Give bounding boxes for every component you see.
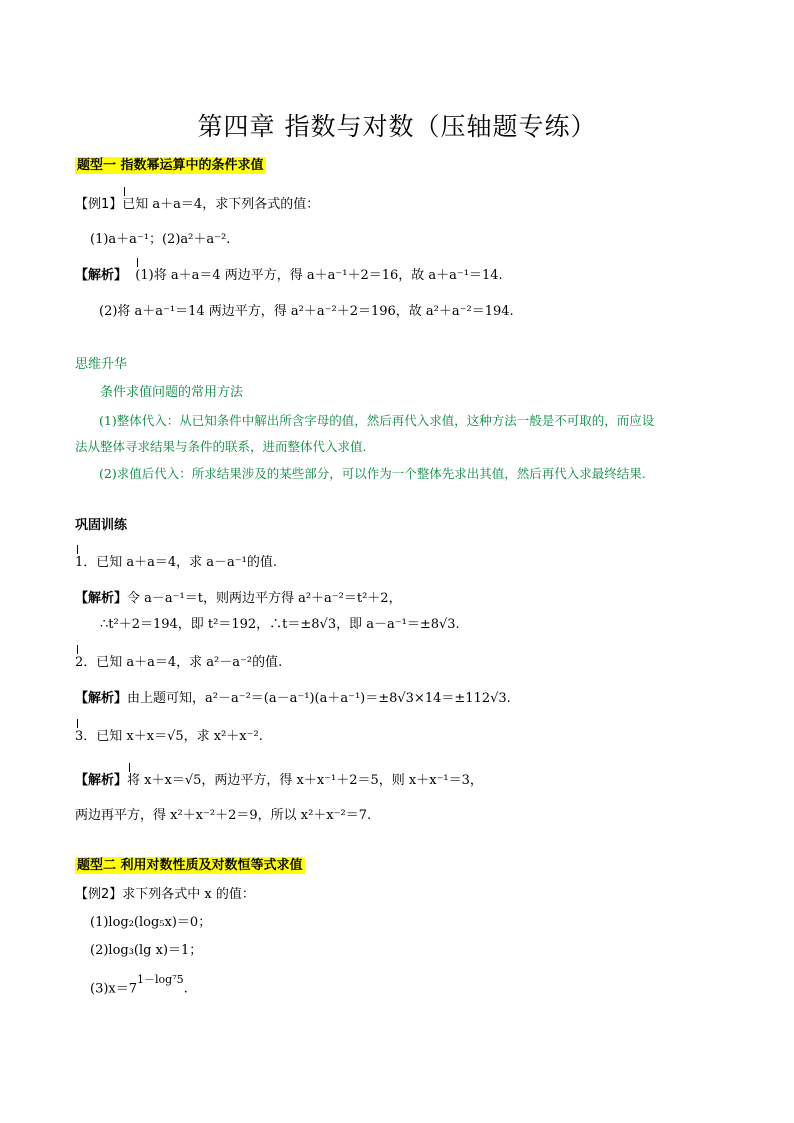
practice-question-2: 2．已知 a＋a＝4，求 a²－a⁻²的值.	[75, 655, 283, 670]
practice-answer-3-line-1: 【解析】将 x＋x＝√5，两边平方，得 x＋x⁻¹＋2＝5，则 x＋x⁻¹＝3，	[75, 773, 483, 788]
example-1-solution-2: (2)将 a＋a⁻¹＝14 两边平方，得 a²＋a⁻²＋2＝196，故 a²＋a⁻²＝194.	[99, 304, 514, 319]
insight-paragraph-2: (2)求值后代入：所求结果涉及的某些部分，可以作为一个整体先求出其值，然后再代入求最终结果.	[99, 466, 646, 481]
practice-answer-2: 【解析】由上题可知，a²－a⁻²＝(a－a⁻¹)(a＋a⁻¹)＝±8√3×14＝±112√3.	[75, 691, 511, 706]
practice-answer-3-line-2: 两边再平方，得 x²＋x⁻²＋2＝9，所以 x²＋x⁻²＝7.	[75, 808, 372, 823]
example-2-part-2: (2)log₃(lg x)＝1；	[90, 943, 203, 958]
example-2-part-1: (1)log₂(log₅x)＝0；	[90, 915, 212, 930]
insight-subheading: 条件求值问题的常用方法	[100, 385, 244, 400]
insight-paragraph-1a: (1)整体代入：从已知条件中解出所含字母的值，然后再代入求值，这种方法一般是不可取的，而应设	[99, 413, 655, 428]
insight-heading: 思维升华	[75, 357, 128, 372]
example-1-question: 【例1】已知 a＋a＝4，求下列各式的值：	[75, 197, 320, 212]
example-2-part-3: $(3)x=7^{1-log^75}$.	[90, 973, 188, 997]
section-heading-2: 题型二 利用对数性质及对数恒等式求值	[77, 858, 303, 873]
practice-question-3: 3．已知 x＋x＝√5，求 x²＋x⁻².	[75, 729, 263, 744]
page-title: 第四章 指数与对数（压轴题专练）	[197, 112, 597, 141]
section-heading-1: 题型一 指数幂运算中的条件求值	[77, 158, 264, 173]
exponent: 1－log⁷5	[137, 973, 184, 986]
insight-paragraph-1b: 法从整体寻求结果与条件的联系，进而整体代入求值.	[75, 439, 367, 454]
example-2-question: 【例2】求下列各式中 x 的值：	[75, 887, 255, 902]
practice-answer-1-line-2: ∴t²＋2＝194，即 t²＝192，∴t＝±8√3，即 a－a⁻¹＝±8√3.	[100, 617, 460, 632]
practice-answer-1-line-1: 【解析】令 a－a⁻¹＝t，则两边平方得 a²＋a⁻²＝t²＋2，	[75, 591, 402, 606]
practice-question-1: 1．已知 a＋a＝4，求 a－a⁻¹的值.	[75, 555, 278, 570]
example-1-parts: (1)a＋a⁻¹；(2)a²＋a⁻².	[90, 232, 231, 247]
example-1-solution-1: 【解析】 (1)将 a＋a＝4 两边平方，得 a＋a⁻¹＋2＝16，故 a＋a⁻¹＝14.	[75, 268, 503, 283]
practice-heading: 巩固训练	[75, 518, 128, 533]
